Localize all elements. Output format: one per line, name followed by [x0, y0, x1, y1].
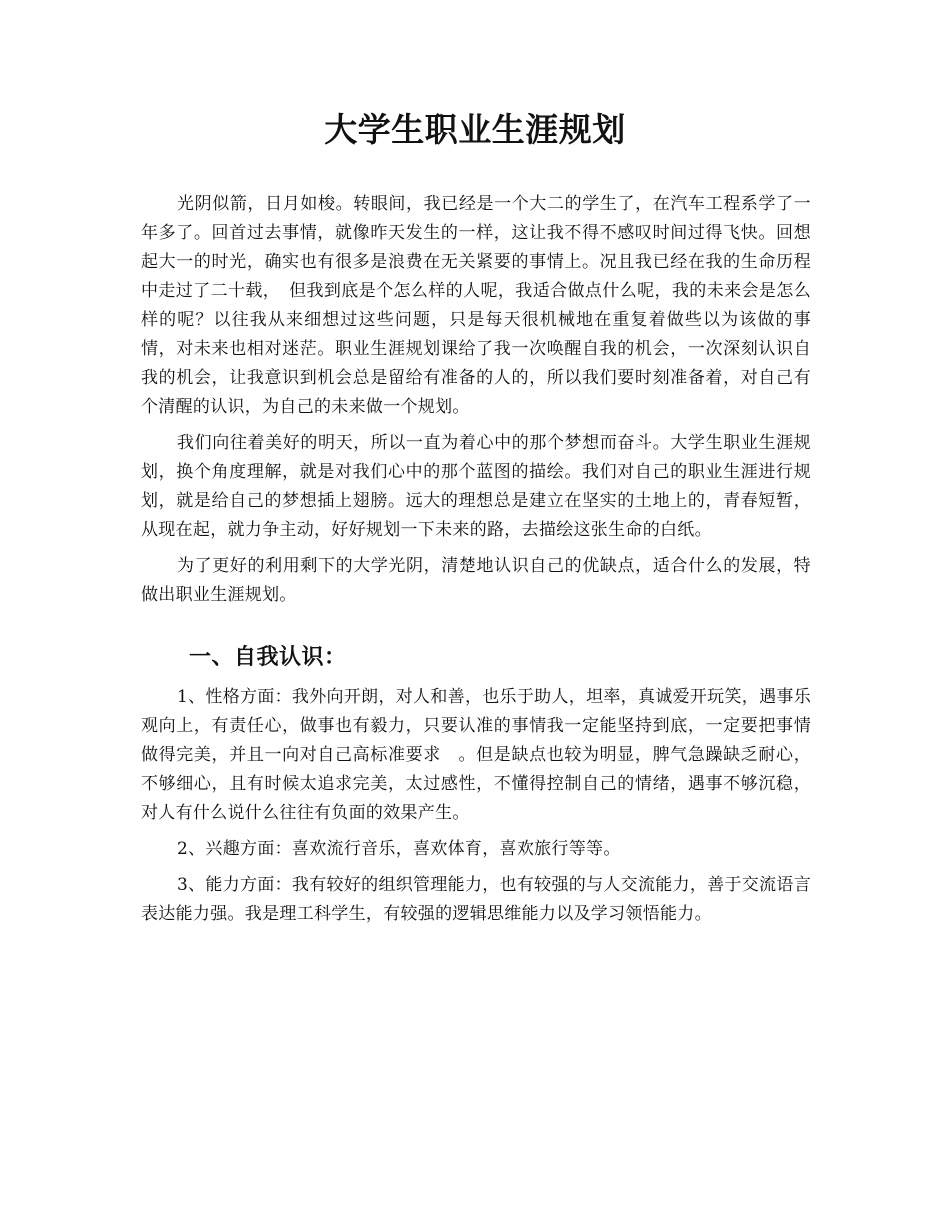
page-title: 大学生职业生涯规划: [324, 110, 626, 149]
intro-paragraph-2: 我们向往着美好的明天，所以一直为着心中的那个梦想而奋斗。大学生职业生涯规划，换个角度理解，就是对我们心中的那个蓝图的描绘。我们对自己的职业生涯进行规划，就是给自己的梦想插上翅膀。远大的理想总是建立在坚实的土地上的，青春短暂，从现在起，就力争主动，好好规划一下未来的路，去描绘这张生命的白纸。: [141, 433, 811, 540]
document-body: [141, 190, 811, 929]
intro-paragraph-3: 为了更好的利用剩下的大学光阴，清楚地认识自己的优缺点，适合什么的发展，特做出职业生涯规划。: [141, 556, 811, 605]
section-heading-self-awareness: 一、自我认识：: [189, 645, 347, 670]
intro-paragraph-1: 光阴似箭，日月如梭。转眼间，我已经是一个大二的学生了，在汽车工程系学了一年多了。回首过去事情，就像昨天发生的一样，这让我不得不感叹时间过得飞快。回想起大一的时光，确实也有很多是浪费在无关紧要的事情上。况且我已经在我的生命历程中走过了二十载， 但我到底是个怎么样的人呢，我适合做点什么呢，我的未来会是怎么样的呢？以往我从来细想过这些问题，只是每天很机械地在重复着做些以为该做的事情，对未来也相对迷茫。职业生涯规划课给了我一次唤醒自我的机会，一次深刻认识自我的机会，让我意识到机会总是留给有准备的人的，所以我们要时刻准备着，对自己有个清醒的认识，为自己的未来做一个规划。: [141, 194, 811, 417]
section1-paragraph-interests: 2、兴趣方面：喜欢流行音乐，喜欢体育，喜欢旅行等等。: [177, 839, 621, 859]
section1-paragraph-personality: 1、性格方面：我外向开朗，对人和善，也乐于助人，坦率，真诚爱开玩笑，遇事乐观向上，有责任心，做事也有毅力，只要认准的事情我一定能坚持到底，一定要把事情做得完美，并且一向对自己高标准要求 。但是缺点也较为明显，脾气急躁缺乏耐心，不够细心，且有时候太追求完美，太过感性，不懂得控制自己的情绪，遇事不够沉稳，对人有什么说什么往往有负面的效果产生。: [141, 687, 811, 823]
section1-paragraph-abilities: 3、能力方面：我有较好的组织管理能力，也有较强的与人交流能力，善于交流语言表达能力强。我是理工科学生，有较强的逻辑思维能力以及学习领悟能力。: [141, 875, 811, 924]
